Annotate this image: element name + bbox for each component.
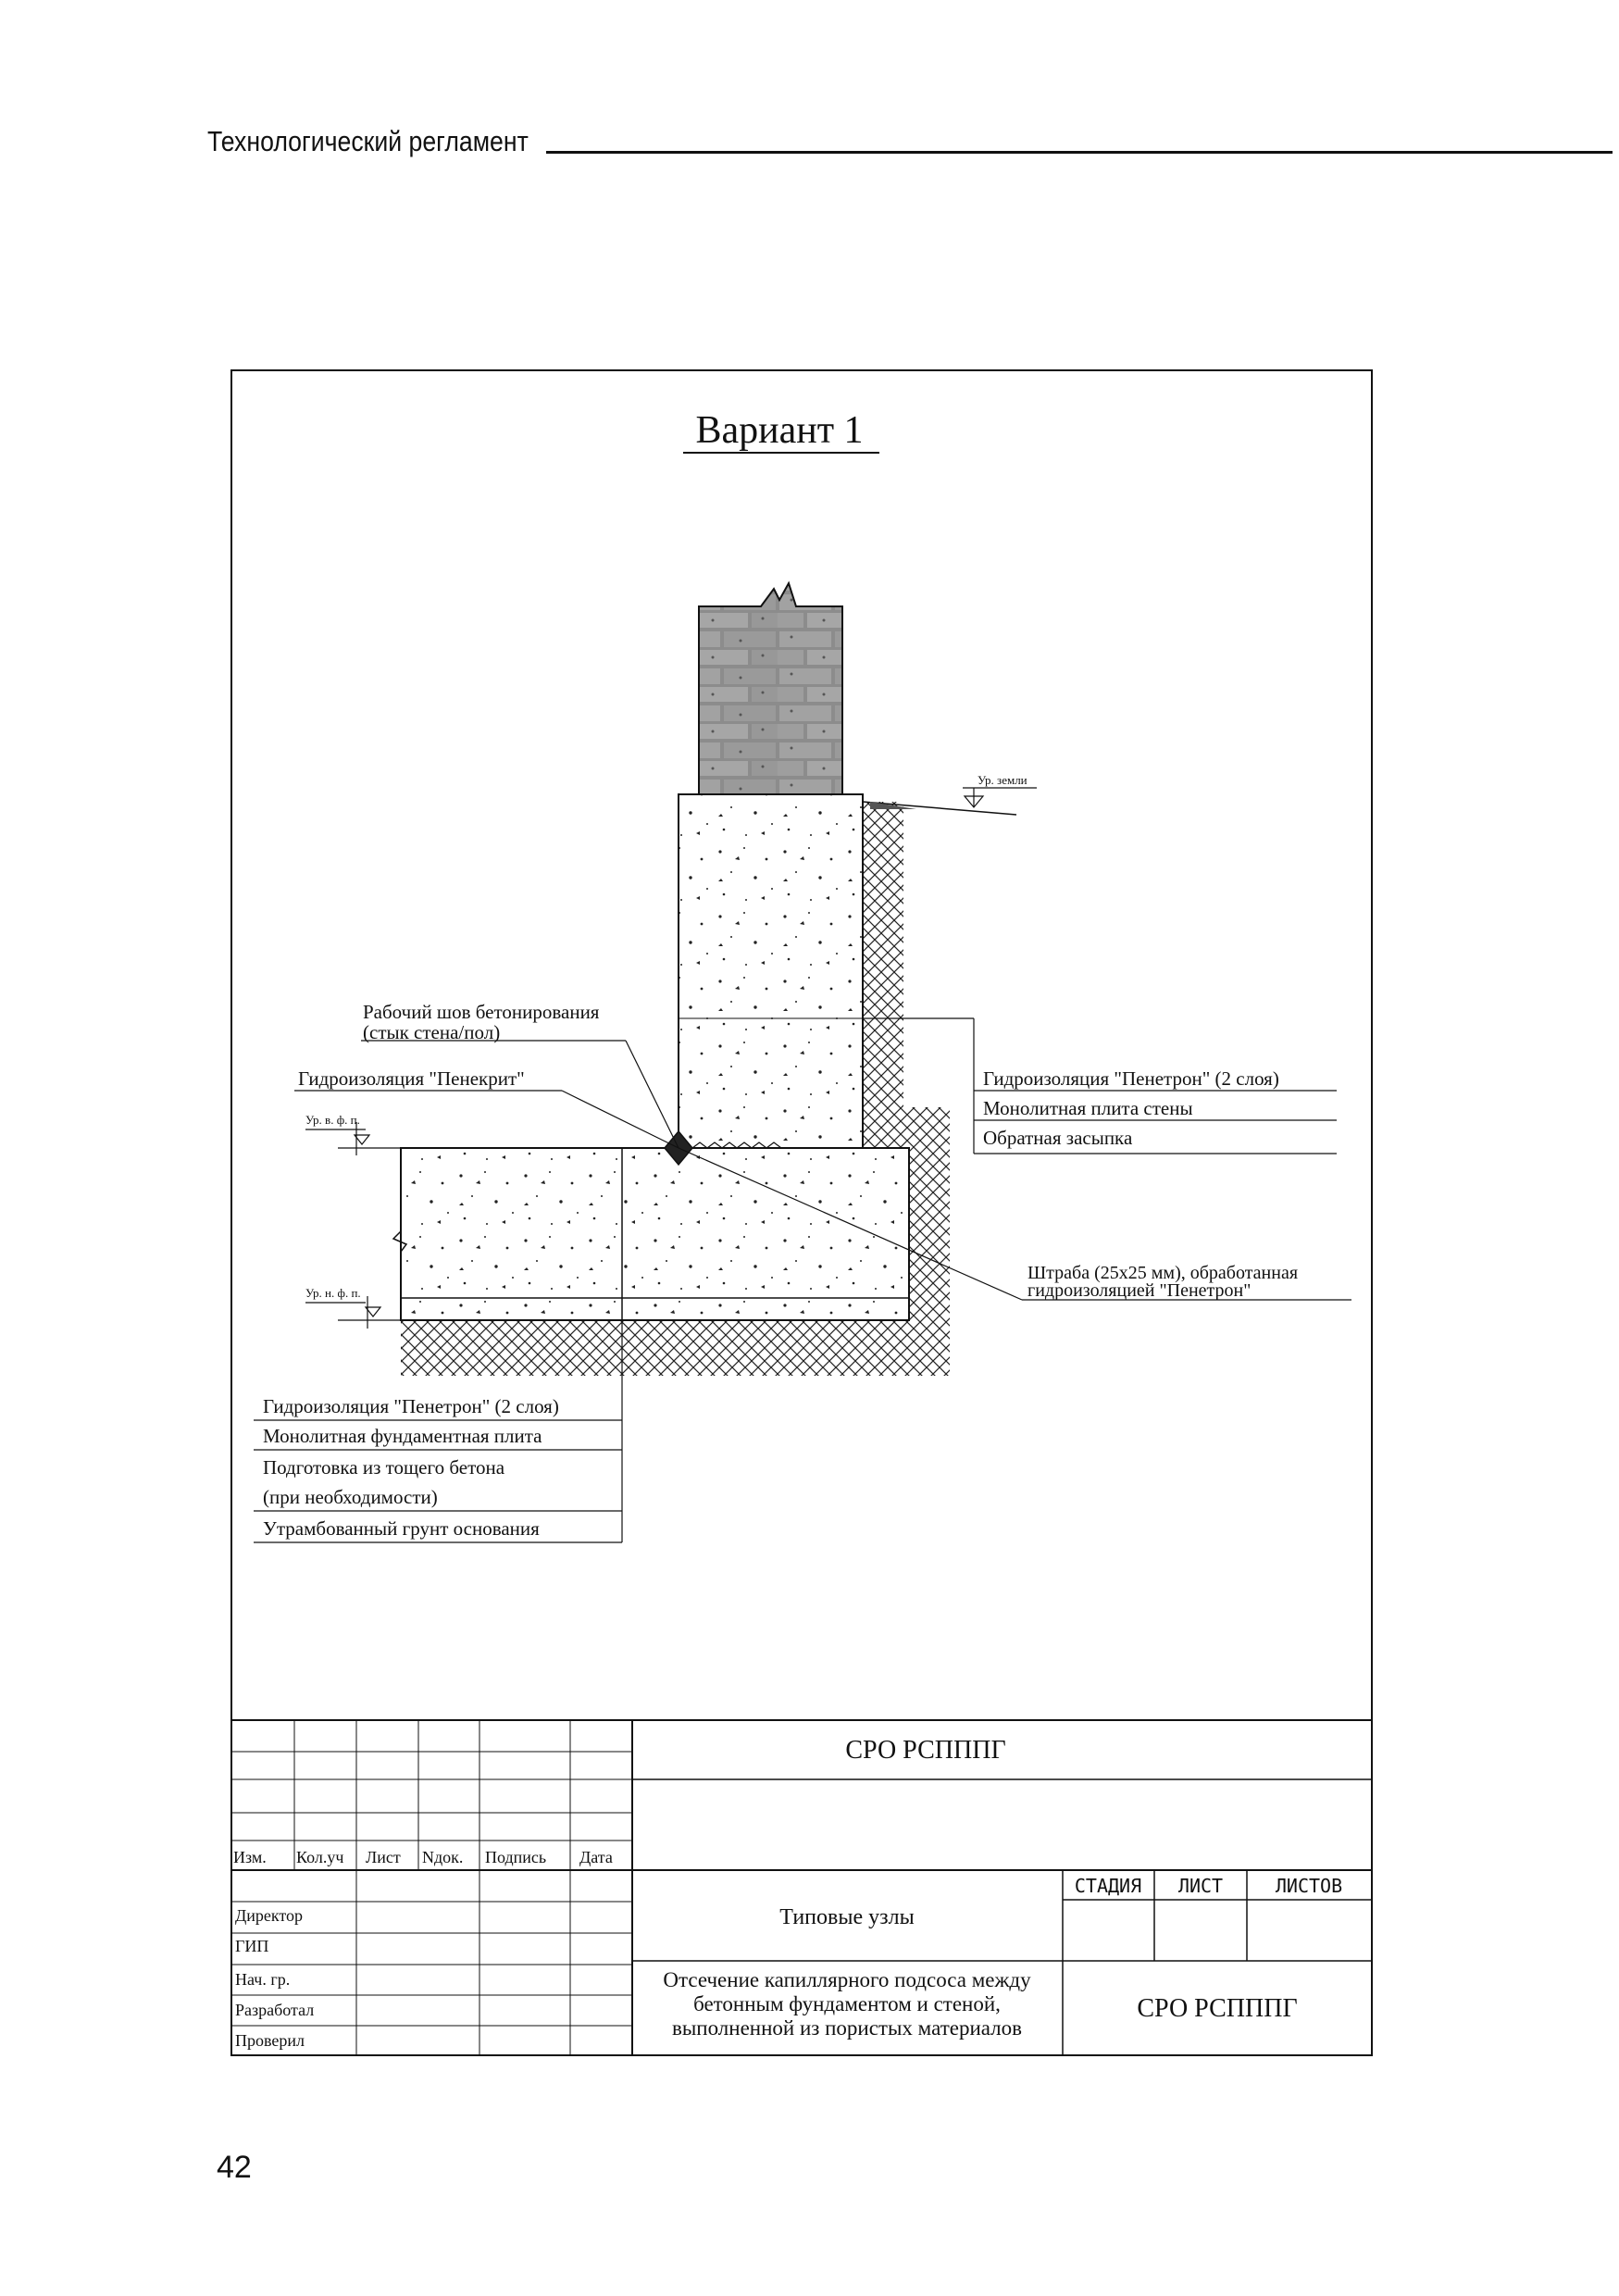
joint-callout-leader — [626, 1041, 679, 1148]
role-gip: ГИП — [235, 1937, 269, 1955]
joint-callout-line1: Рабочий шов бетонирования — [363, 1001, 600, 1023]
concrete-wall — [679, 794, 863, 1148]
drawing-title: Вариант 1 — [695, 409, 864, 452]
col-header-6: Дата — [579, 1848, 613, 1866]
role-developer: Разработал — [235, 2001, 315, 2019]
role-group-head: Нач. гр. — [235, 1970, 291, 1989]
wall-layer-2: Монолитная плита стены — [983, 1097, 1193, 1119]
compacted-soil — [401, 1320, 950, 1376]
groove-callout-line1: Штраба (25х25 мм), обработанная — [1027, 1263, 1299, 1283]
col-header-1: Изм. — [233, 1848, 267, 1866]
col-header-2: Кол.уч — [296, 1848, 344, 1866]
description-line-1: Отсечение капиллярного подсоса между — [663, 1968, 1031, 1991]
joint-callout-line2: (стык стена/пол) — [363, 1021, 501, 1043]
floor-layer-4: Утрамбованный грунт основания — [263, 1517, 540, 1540]
floor-layer-2: Монолитная фундаментная плита — [263, 1425, 542, 1447]
page-number: 42 — [217, 2150, 252, 2185]
org-name-top: СРО РСПППГ — [845, 1736, 1006, 1765]
bottom-floor-level-label: Ур. н. ф. п. — [305, 1286, 361, 1300]
foundation-slab — [401, 1148, 909, 1320]
wall-layer-3: Обратная засыпка — [983, 1127, 1133, 1149]
floor-layer-3a: Подготовка из тощего бетона — [263, 1456, 505, 1479]
col-header-4: Nдок. — [422, 1848, 464, 1866]
floor-layer-1: Гидроизоляция "Пенетрон" (2 слоя) — [263, 1395, 559, 1417]
ground-level-label: Ур. земли — [978, 773, 1027, 787]
groove-callout-line2: гидроизоляцией "Пенетрон" — [1027, 1280, 1252, 1301]
penecrit-callout-text: Гидроизоляция "Пенекрит" — [298, 1067, 525, 1090]
sheets-header: ЛИСТОВ — [1275, 1875, 1343, 1897]
description-line-2: бетонным фундаментом и стеной, — [693, 1992, 1001, 2015]
role-director: Директор — [235, 1906, 304, 1925]
role-checker: Проверил — [235, 2031, 305, 2050]
org-name-bottom: СРО РСПППГ — [1137, 1994, 1298, 2023]
sheet-header: ЛИСТ — [1177, 1875, 1224, 1897]
top-floor-level-label: Ур. в. ф. п. — [305, 1113, 360, 1127]
description-line-3: выполненной из пористых материалов — [671, 2016, 1023, 2040]
col-header-3: Лист — [366, 1848, 401, 1866]
stage-header: СТАДИЯ — [1074, 1875, 1142, 1897]
backfill-soil-upper — [863, 802, 903, 1154]
col-header-5: Подпись — [485, 1848, 547, 1866]
section-title: Типовые узлы — [779, 1905, 915, 1929]
wall-layer-1: Гидроизоляция "Пенетрон" (2 слоя) — [983, 1067, 1279, 1090]
header-title: Технологический регламент — [207, 125, 529, 157]
penecrit-callout-leader — [562, 1091, 679, 1148]
floor-layer-3b: (при необходимости) — [263, 1486, 438, 1508]
brick-wall — [699, 583, 842, 794]
